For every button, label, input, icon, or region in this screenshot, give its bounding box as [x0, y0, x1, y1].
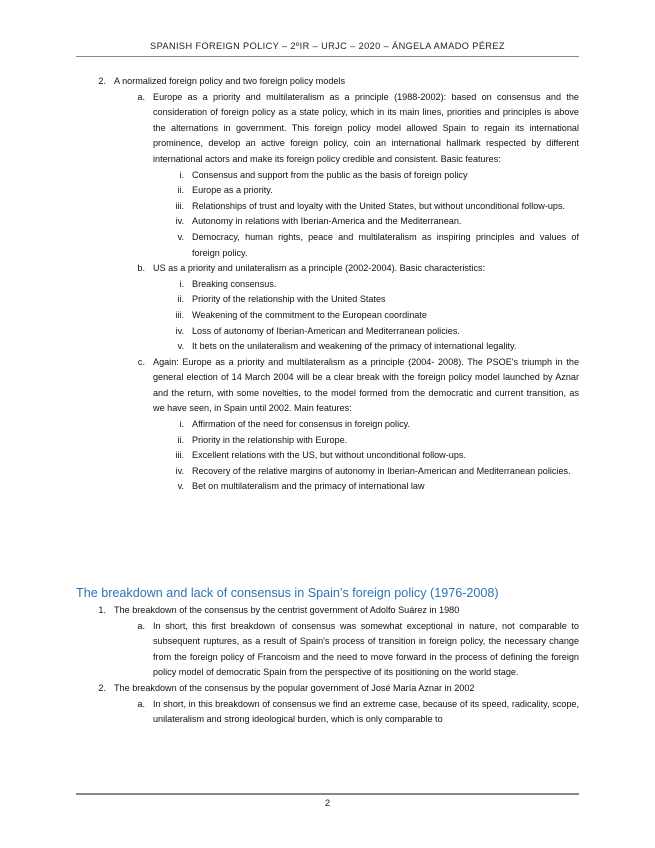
list-marker: iii. — [175, 200, 184, 211]
list-item — [76, 324, 579, 340]
list-item-text: Excellent relations with the US, but without unconditional follow-ups. — [192, 450, 466, 461]
list-marker: a. — [137, 620, 145, 631]
list-item — [76, 339, 579, 355]
list-item-text: Europe as a priority and multilateralism as a principle (1988-2002): based on consensus and the consideration of foreign policy as a state policy, which in its main lines, priorities and principles is above the alternations in government. This foreign policy model allowed Spain to regain its international prominence, develop an active foreign policy, coin an international hallmark respected by different international actors and make its foreign policy credible and consistent. Basic features: — [153, 91, 579, 164]
list-item-text: US as a priority and unilateralism as a principle (2002-2004). Basic characteristics: — [153, 263, 486, 274]
sublist-item-a — [76, 697, 579, 728]
list-marker: b. — [137, 263, 145, 274]
list-item-text: Again: Europe as a priority and multilateralism as a principle (2004- 2008). The PSOE's triumph in the general election of 14 March 2004 will be a clear break with the foreign policy model launched by Aznar and the return, with some novelties, to the model formed from the democratic and current transition, as we have seen, in Spain until 2002. Main features: — [153, 356, 579, 414]
list-item — [76, 277, 579, 293]
list-item — [76, 433, 579, 449]
list-item — [76, 214, 579, 230]
sublist-item-a — [76, 90, 579, 168]
list-item-text: The breakdown of the consensus by the popular government of José María Aznar in 2002 — [114, 682, 475, 693]
section-two-content — [76, 603, 579, 728]
list-marker: iii. — [175, 450, 184, 461]
list-marker: i. — [179, 169, 184, 180]
page-header: SPANISH FOREIGN POLICY – 2ºIR – URJC – 2020 – ÁNGELA AMADO PÉREZ — [150, 41, 505, 51]
list-item-text: Breaking consensus. — [192, 278, 277, 289]
list-item — [76, 681, 579, 697]
footer-rule — [76, 793, 579, 795]
section-one-content — [76, 74, 579, 495]
list-marker: ii. — [177, 185, 184, 196]
list-item-text: Priority in the relationship with Europe. — [192, 434, 348, 445]
list-marker: v. — [177, 231, 184, 242]
list-marker: iii. — [175, 309, 184, 320]
list-item — [76, 199, 579, 215]
list-marker: ii. — [177, 294, 184, 305]
page-number: 2 — [324, 798, 331, 809]
list-item-text: Consensus and support from the public as the basis of foreign policy — [192, 169, 468, 180]
header-rule — [76, 56, 579, 57]
list-item-text: Priority of the relationship with the United States — [192, 294, 386, 305]
sublist-item-b — [76, 261, 579, 277]
list-marker: 2. — [98, 682, 106, 693]
list-item — [76, 417, 579, 433]
list-item-text: It bets on the unilateralism and weakening of the primacy of international legality. — [192, 341, 517, 352]
list-item — [76, 603, 579, 619]
sublist-item-a — [76, 619, 579, 681]
list-marker: i. — [179, 278, 184, 289]
list-marker: v. — [177, 341, 184, 352]
list-item — [76, 74, 579, 90]
list-item-text: The breakdown of the consensus by the centrist government of Adolfo Suárez in 1980 — [114, 605, 460, 615]
list-item-text: A normalized foreign policy and two foreign policy models — [114, 76, 346, 86]
list-marker: iv. — [175, 216, 184, 227]
list-item-text: In short, in this breakdown of consensus we find an extreme case, because of its speed, radicality, scope, unilateralism and strong ideological burden, which is only comparable to — [153, 698, 579, 725]
list-marker: a. — [137, 698, 145, 709]
list-item — [76, 168, 579, 184]
section-heading: The breakdown and lack of consensus in Spain’s foreign policy (1976-2008) — [76, 586, 499, 600]
list-item-text: Bet on multilateralism and the primacy of international law — [192, 481, 425, 492]
list-marker: iv. — [175, 325, 184, 336]
list-marker: a. — [137, 91, 145, 102]
list-item-text: Autonomy in relations with Iberian-America and the Mediterranean. — [192, 216, 462, 227]
list-marker: i. — [179, 419, 184, 430]
sublist-item-c — [76, 355, 579, 417]
list-item-text: Relationships of trust and loyalty with the United States, but without unconditional follow-ups. — [192, 200, 566, 211]
list-marker: 1. — [98, 605, 106, 615]
list-item — [76, 292, 579, 308]
list-item-text: Loss of autonomy of Iberian-American and Mediterranean policies. — [192, 325, 460, 336]
list-item — [76, 479, 579, 495]
list-item-text: Affirmation of the need for consensus in foreign policy. — [192, 419, 411, 430]
list-marker: ii. — [177, 434, 184, 445]
list-item-text: In short, this first breakdown of consensus was somewhat exceptional in nature, not comparable to subsequent ruptures, as a result of Spain's process of transition in foreign policy, the necessary change from the foreign policy of Francoism and the need to move forward in the process of defining the foreign policy model of democratic Spain from the perspective of its positioning on the world stage. — [153, 620, 579, 678]
list-item — [76, 230, 579, 261]
list-marker: iv. — [175, 465, 184, 476]
list-marker: c. — [137, 356, 145, 367]
list-item — [76, 308, 579, 324]
list-item — [76, 448, 579, 464]
list-item — [76, 183, 579, 199]
list-item-text: Recovery of the relative margins of autonomy in Iberian-American and Mediterranean policies. — [192, 465, 571, 476]
list-item-text: Democracy, human rights, peace and multilateralism as inspiring principles and values of foreign policy. — [192, 231, 579, 258]
list-item-text: Europe as a priority. — [192, 185, 273, 196]
list-item — [76, 464, 579, 480]
list-marker: v. — [177, 481, 184, 492]
list-item-text: Weakening of the commitment to the European coordinate — [192, 309, 427, 320]
list-marker: 2. — [98, 76, 106, 86]
